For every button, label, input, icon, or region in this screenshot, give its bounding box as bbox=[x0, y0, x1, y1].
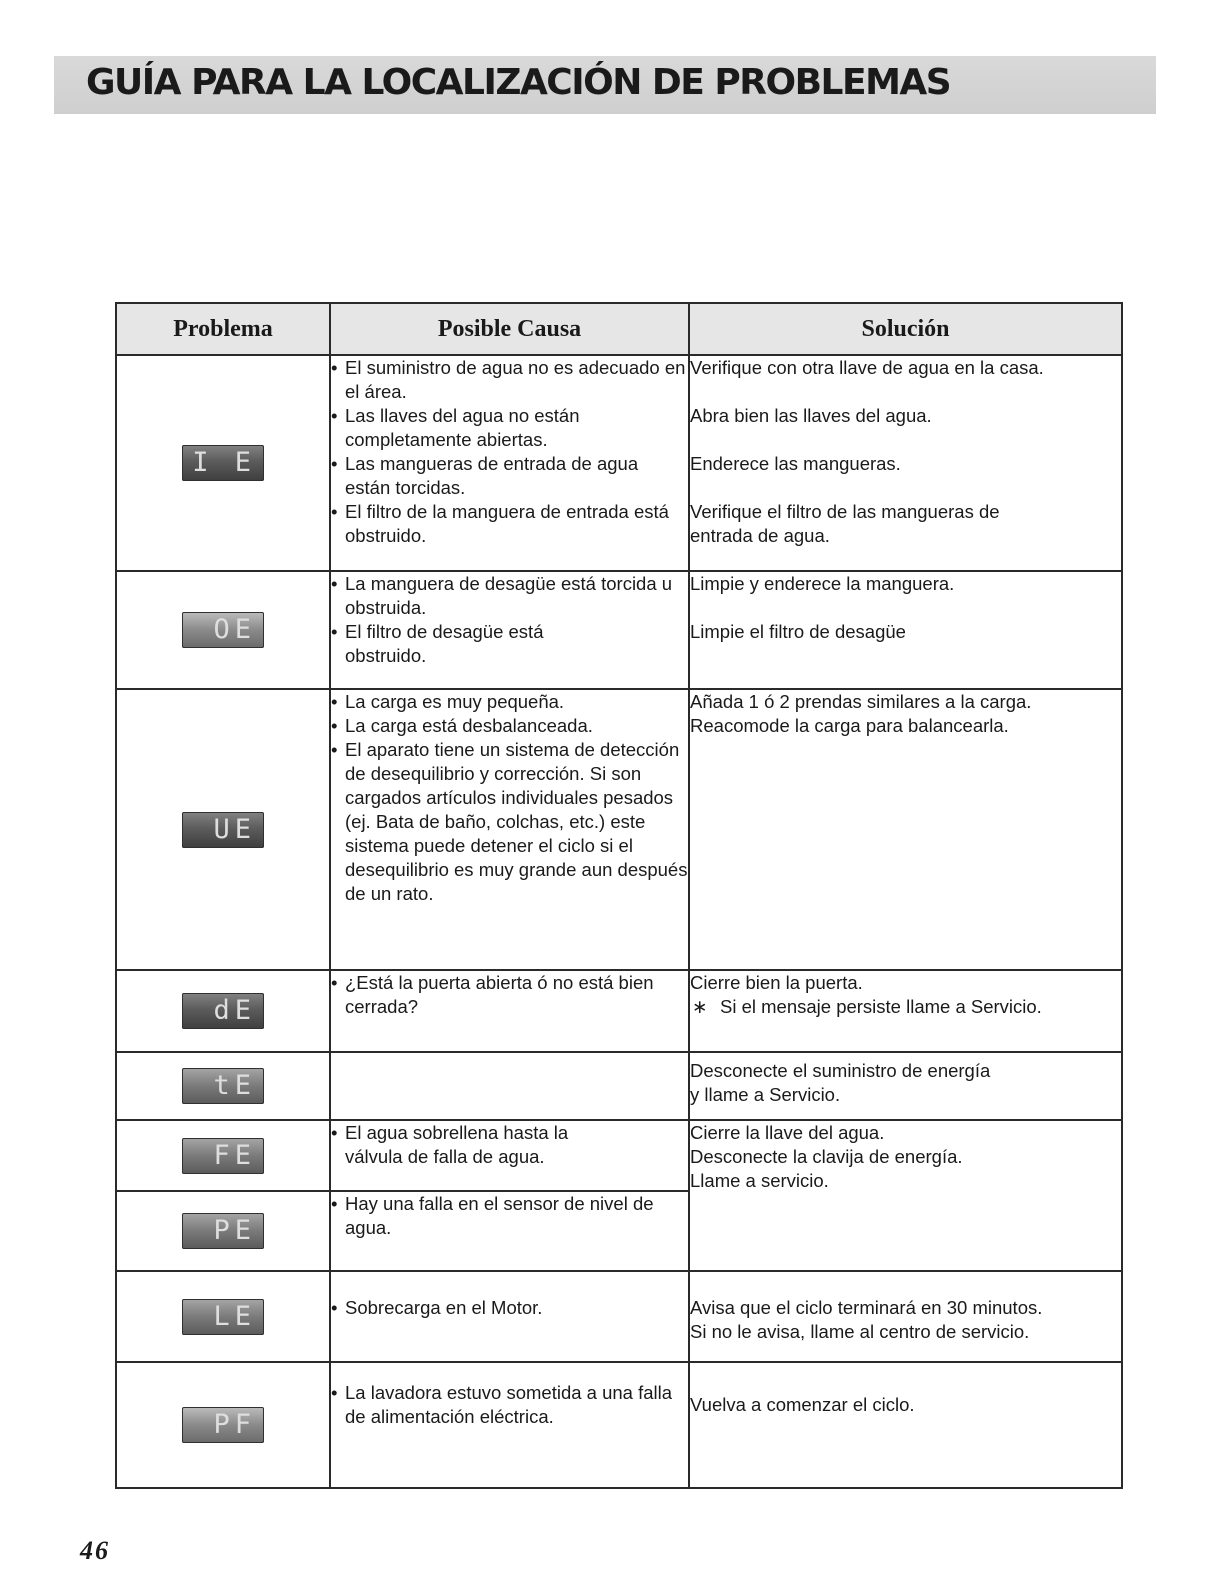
problem-cell bbox=[116, 689, 330, 970]
solution-item: Cierre bien la puerta. bbox=[690, 972, 863, 993]
asterisk-icon: ∗ bbox=[692, 996, 708, 1017]
cause-cell bbox=[330, 1271, 689, 1362]
troubleshooting-table bbox=[115, 302, 1123, 1489]
solution-cell bbox=[689, 571, 1122, 689]
header-row bbox=[116, 303, 1122, 355]
cause-cell bbox=[330, 970, 689, 1052]
solution-cell bbox=[689, 355, 1122, 571]
solution-item: Vuelva a comenzar el ciclo. bbox=[690, 1394, 915, 1415]
error-code-display: PF bbox=[182, 1407, 264, 1443]
cause-item: • La manguera de desagüe está torcida u obstruida. bbox=[331, 572, 688, 620]
solution-item: Verifique con otra llave de agua en la casa. bbox=[690, 357, 1044, 378]
header-solution: Solución bbox=[689, 303, 1122, 355]
problem-cell bbox=[116, 1362, 330, 1488]
cause-cell bbox=[330, 1120, 689, 1191]
cause-item: • ¿Está la puerta abierta ó no está bien cerrada? bbox=[331, 971, 688, 1019]
solution-item: Limpie el filtro de desagüe bbox=[690, 621, 906, 642]
error-code-display: UE bbox=[182, 812, 264, 848]
solution-item: Limpie y enderece la manguera. bbox=[690, 573, 955, 594]
cause-item: • El filtro de la manguera de entrada está obstruido. bbox=[331, 500, 688, 548]
problem-cell bbox=[116, 1191, 330, 1271]
cause-item: • La carga es muy pequeña. bbox=[331, 690, 688, 714]
solution-cell bbox=[689, 1271, 1122, 1362]
problem-cell bbox=[116, 1052, 330, 1120]
table-row bbox=[116, 1052, 1122, 1120]
cause-cell bbox=[330, 689, 689, 970]
table-row bbox=[116, 1271, 1122, 1362]
cause-item: • La carga está desbalanceada. bbox=[331, 714, 688, 738]
cause-item: • Las llaves del agua no están completamente abiertas. bbox=[331, 404, 688, 452]
error-code-display: PE bbox=[182, 1213, 264, 1249]
cause-item: • Las mangueras de entrada de agua están torcidas. bbox=[331, 452, 688, 500]
solution-cell bbox=[689, 970, 1122, 1052]
solution-note-text: Si el mensaje persiste llame a Servicio. bbox=[720, 996, 1042, 1017]
page-number: 46 bbox=[80, 1536, 110, 1565]
table-row bbox=[116, 355, 1122, 571]
cause-item: • El filtro de desagüe está obstruido. bbox=[331, 620, 585, 668]
solution-item: y llame a Servicio. bbox=[690, 1084, 841, 1105]
problem-cell bbox=[116, 1271, 330, 1362]
error-code-display: LE bbox=[182, 1299, 264, 1335]
cause-item: • El aparato tiene un sistema de detección de desequilibrio y corrección. Si son cargados artículos individuales pesados (ej. Bata de baño, colchas, etc.) este sistema puede detener el ciclo si el desequilibrio es muy grande aun después de un rato. bbox=[331, 738, 688, 906]
solution-cell bbox=[689, 689, 1122, 970]
title-bar bbox=[54, 56, 1156, 114]
error-code-display: OE bbox=[182, 612, 264, 648]
header-cause: Posible Causa bbox=[330, 303, 689, 355]
solution-cell bbox=[689, 1120, 1122, 1271]
solution-item: Avisa que el ciclo terminará en 30 minutos. bbox=[690, 1297, 1043, 1318]
table-row bbox=[116, 1120, 1122, 1191]
cause-item: • El agua sobrellena hasta la válvula de falla de agua. bbox=[331, 1121, 605, 1169]
solution-item: Desconecte el suministro de energía bbox=[690, 1060, 991, 1081]
solution-item: Enderece las mangueras. bbox=[690, 453, 901, 474]
error-code-display: tE bbox=[182, 1068, 264, 1104]
header-problem: Problema bbox=[116, 303, 330, 355]
cause-cell bbox=[330, 1362, 689, 1488]
solution-note bbox=[690, 995, 1121, 1019]
cause-item: • El suministro de agua no es adecuado en el área. bbox=[331, 356, 688, 404]
table-row bbox=[116, 571, 1122, 689]
solution-item: Llame a servicio. bbox=[690, 1170, 829, 1191]
problem-cell bbox=[116, 1120, 330, 1191]
error-code-display: dE bbox=[182, 993, 264, 1029]
table-row bbox=[116, 689, 1122, 970]
cause-item: • Hay una falla en el sensor de nivel de agua. bbox=[331, 1192, 688, 1240]
solution-item: Si no le avisa, llame al centro de servicio. bbox=[690, 1321, 1030, 1342]
cause-item: • Sobrecarga en el Motor. bbox=[331, 1296, 688, 1320]
error-code-display: FE bbox=[182, 1138, 264, 1174]
cause-cell bbox=[330, 1191, 689, 1271]
solution-cell bbox=[689, 1362, 1122, 1488]
problem-cell bbox=[116, 355, 330, 571]
solution-cell bbox=[689, 1052, 1122, 1120]
cause-cell bbox=[330, 1052, 689, 1120]
solution-item: Abra bien las llaves del agua. bbox=[690, 405, 932, 426]
solution-item: Verifique el filtro de las mangueras de entrada de agua. bbox=[690, 501, 1000, 546]
solution-item: Añada 1 ó 2 prendas similares a la carga. bbox=[690, 691, 1032, 712]
problem-cell bbox=[116, 970, 330, 1052]
cause-cell bbox=[330, 571, 689, 689]
solution-item: Cierre la llave del agua. bbox=[690, 1122, 885, 1143]
table-row bbox=[116, 1362, 1122, 1488]
page-title: GUÍA PARA LA LOCALIZACIÓN DE PROBLEMAS bbox=[86, 62, 951, 103]
error-code-display: I E bbox=[182, 445, 264, 481]
solution-item: Desconecte la clavija de energía. bbox=[690, 1146, 963, 1167]
cause-item: • La lavadora estuvo sometida a una falla de alimentación eléctrica. bbox=[331, 1381, 688, 1429]
cause-cell bbox=[330, 355, 689, 571]
problem-cell bbox=[116, 571, 330, 689]
solution-item: Reacomode la carga para balancearla. bbox=[690, 715, 1009, 736]
table-row bbox=[116, 970, 1122, 1052]
